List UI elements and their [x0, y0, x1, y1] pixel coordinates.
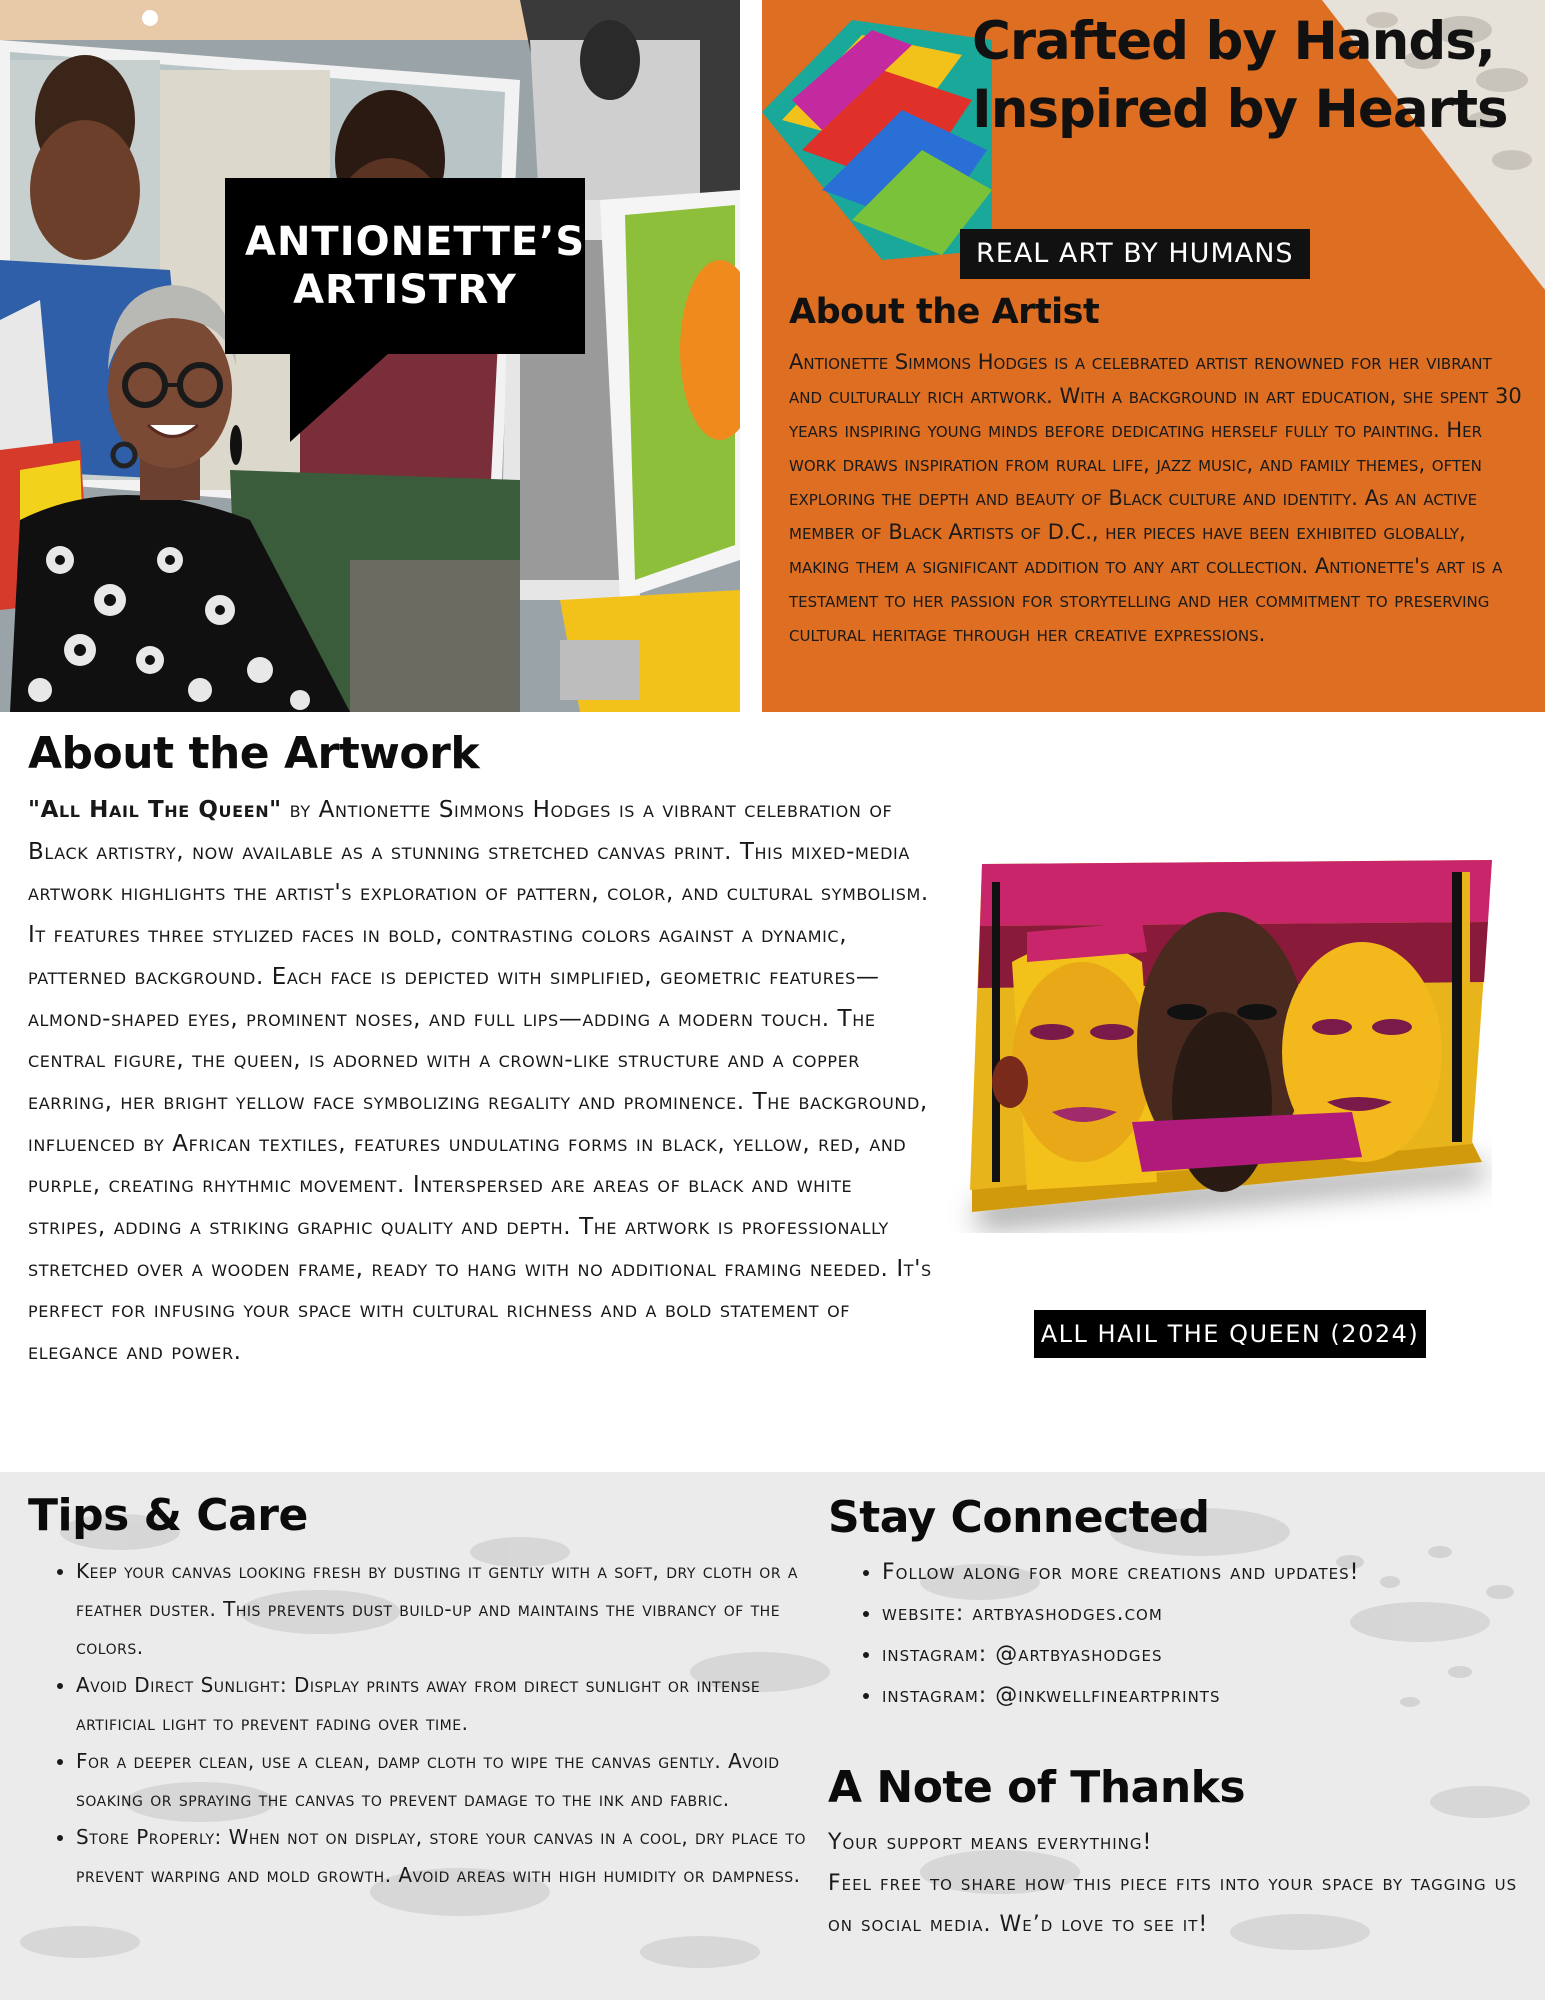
- thanks-text: [828, 1822, 1518, 1945]
- hero-title: Crafted by Hands, Inspired by Hearts: [972, 11, 1508, 140]
- tip-item: • Keep your canvas looking fresh by dusting it gently with a soft, dry cloth or a feather duster. This prevents dust build-up and maintains the vibrancy of the colors.: [76, 1552, 846, 1666]
- about-artist-heading: About the Artist: [789, 292, 1100, 332]
- artwork-caption: ALL HAIL THE QUEEN (2024): [1034, 1310, 1426, 1358]
- brand-name-line1: ANTIONETTE’S: [245, 219, 586, 265]
- tips-heading: Tips & Care: [28, 1490, 308, 1541]
- connect-intro: • Follow along for more creations and updates!: [882, 1552, 1502, 1593]
- instagram-link-artbyashodges[interactable]: • instagram: @artbyashodges: [882, 1634, 1502, 1675]
- brand-name: [245, 218, 586, 314]
- info-footer: [0, 1472, 1545, 2000]
- real-art-badge: REAL ART BY HUMANS: [960, 229, 1310, 279]
- canvas-print-image: [932, 852, 1492, 1272]
- artwork-title-quote: "All Hail The Queen": [28, 797, 282, 823]
- thanks-heading: A Note of Thanks: [828, 1762, 1246, 1813]
- thanks-line-2: Feel free to share how this piece fits into your space by tagging us on social media. We’d love to see it!: [828, 1871, 1518, 1937]
- artwork-description: by Antionette Simmons Hodges is a vibrant celebration of Black artistry, now available as a stunning stretched canvas print. This mixed-media artwork highlights the artist's exploration of pattern, color, and cultural symbolism. It features three stylized faces in bold, contrasting colors against a dynamic, patterned background. Each face is depicted with simplified, geometric features—almond-shaped eyes, prominent noses, and full lips—adding a modern touch. The central figure, the queen, is adorned with a crown-like structure and a copper earring, her bright yellow face symbolizing regality and prominence. The background, influenced by African textiles, features undulating forms in black, yellow, red, and purple, creating rhythmic movement. Interspersed are areas of black and white stripes, adding a striking graphic quality and depth. The artwork is professionally stretched over a wooden frame, ready to hang with no additional framing needed. It's perfect for infusing your space with cultural richness and a bold statement of elegance and power.: [28, 797, 932, 1366]
- thanks-line-1: Your support means everything!: [828, 1830, 1153, 1855]
- about-artist-panel: [762, 0, 1545, 712]
- tip-item: • Avoid Direct Sunlight: Display prints away from direct sunlight or intense artificial light to prevent fading over time.: [76, 1666, 846, 1742]
- stay-connected-heading: Stay Connected: [828, 1492, 1210, 1543]
- tips-list: [46, 1552, 846, 1894]
- speech-bubble-tail: [290, 352, 390, 442]
- artist-photo-collage: [0, 0, 740, 712]
- social-links-list: [852, 1552, 1502, 1716]
- tip-item: • Store Properly: When not on display, store your canvas in a cool, dry place to prevent warping and mold growth. Avoid areas with high humidity or dampness.: [76, 1818, 846, 1894]
- tip-item: • For a deeper clean, use a clean, damp cloth to wipe the canvas gently. Avoid soaking or spraying the canvas to prevent damage to the ink and fabric.: [76, 1742, 846, 1818]
- about-artwork-heading: About the Artwork: [28, 728, 480, 779]
- brand-speech-bubble: [225, 178, 585, 354]
- about-artwork-text: [28, 790, 933, 1374]
- brand-name-line2: ARTISTRY: [293, 267, 517, 313]
- about-artist-text: Antionette Simmons Hodges is a celebrated artist renowned for her vibrant and culturally rich artwork. With a background in art education, she spent 30 years inspiring young minds before dedicating herself fully to painting. Her work draws inspiration from rural life, jazz music, and family themes, often exploring the depth and beauty of Black culture and identity. As an active member of Black Artists of D.C., her pieces have been exhibited globally, making them a significant addition to any art collection. Antionette's art is a testament to her passion for storytelling and her commitment to preserving cultural heritage through her creative expressions.: [789, 350, 1522, 646]
- instagram-link-inkwell[interactable]: • instagram: @inkwellfineartprints: [882, 1675, 1502, 1716]
- website-link[interactable]: • website: artbyashodges.com: [882, 1593, 1502, 1634]
